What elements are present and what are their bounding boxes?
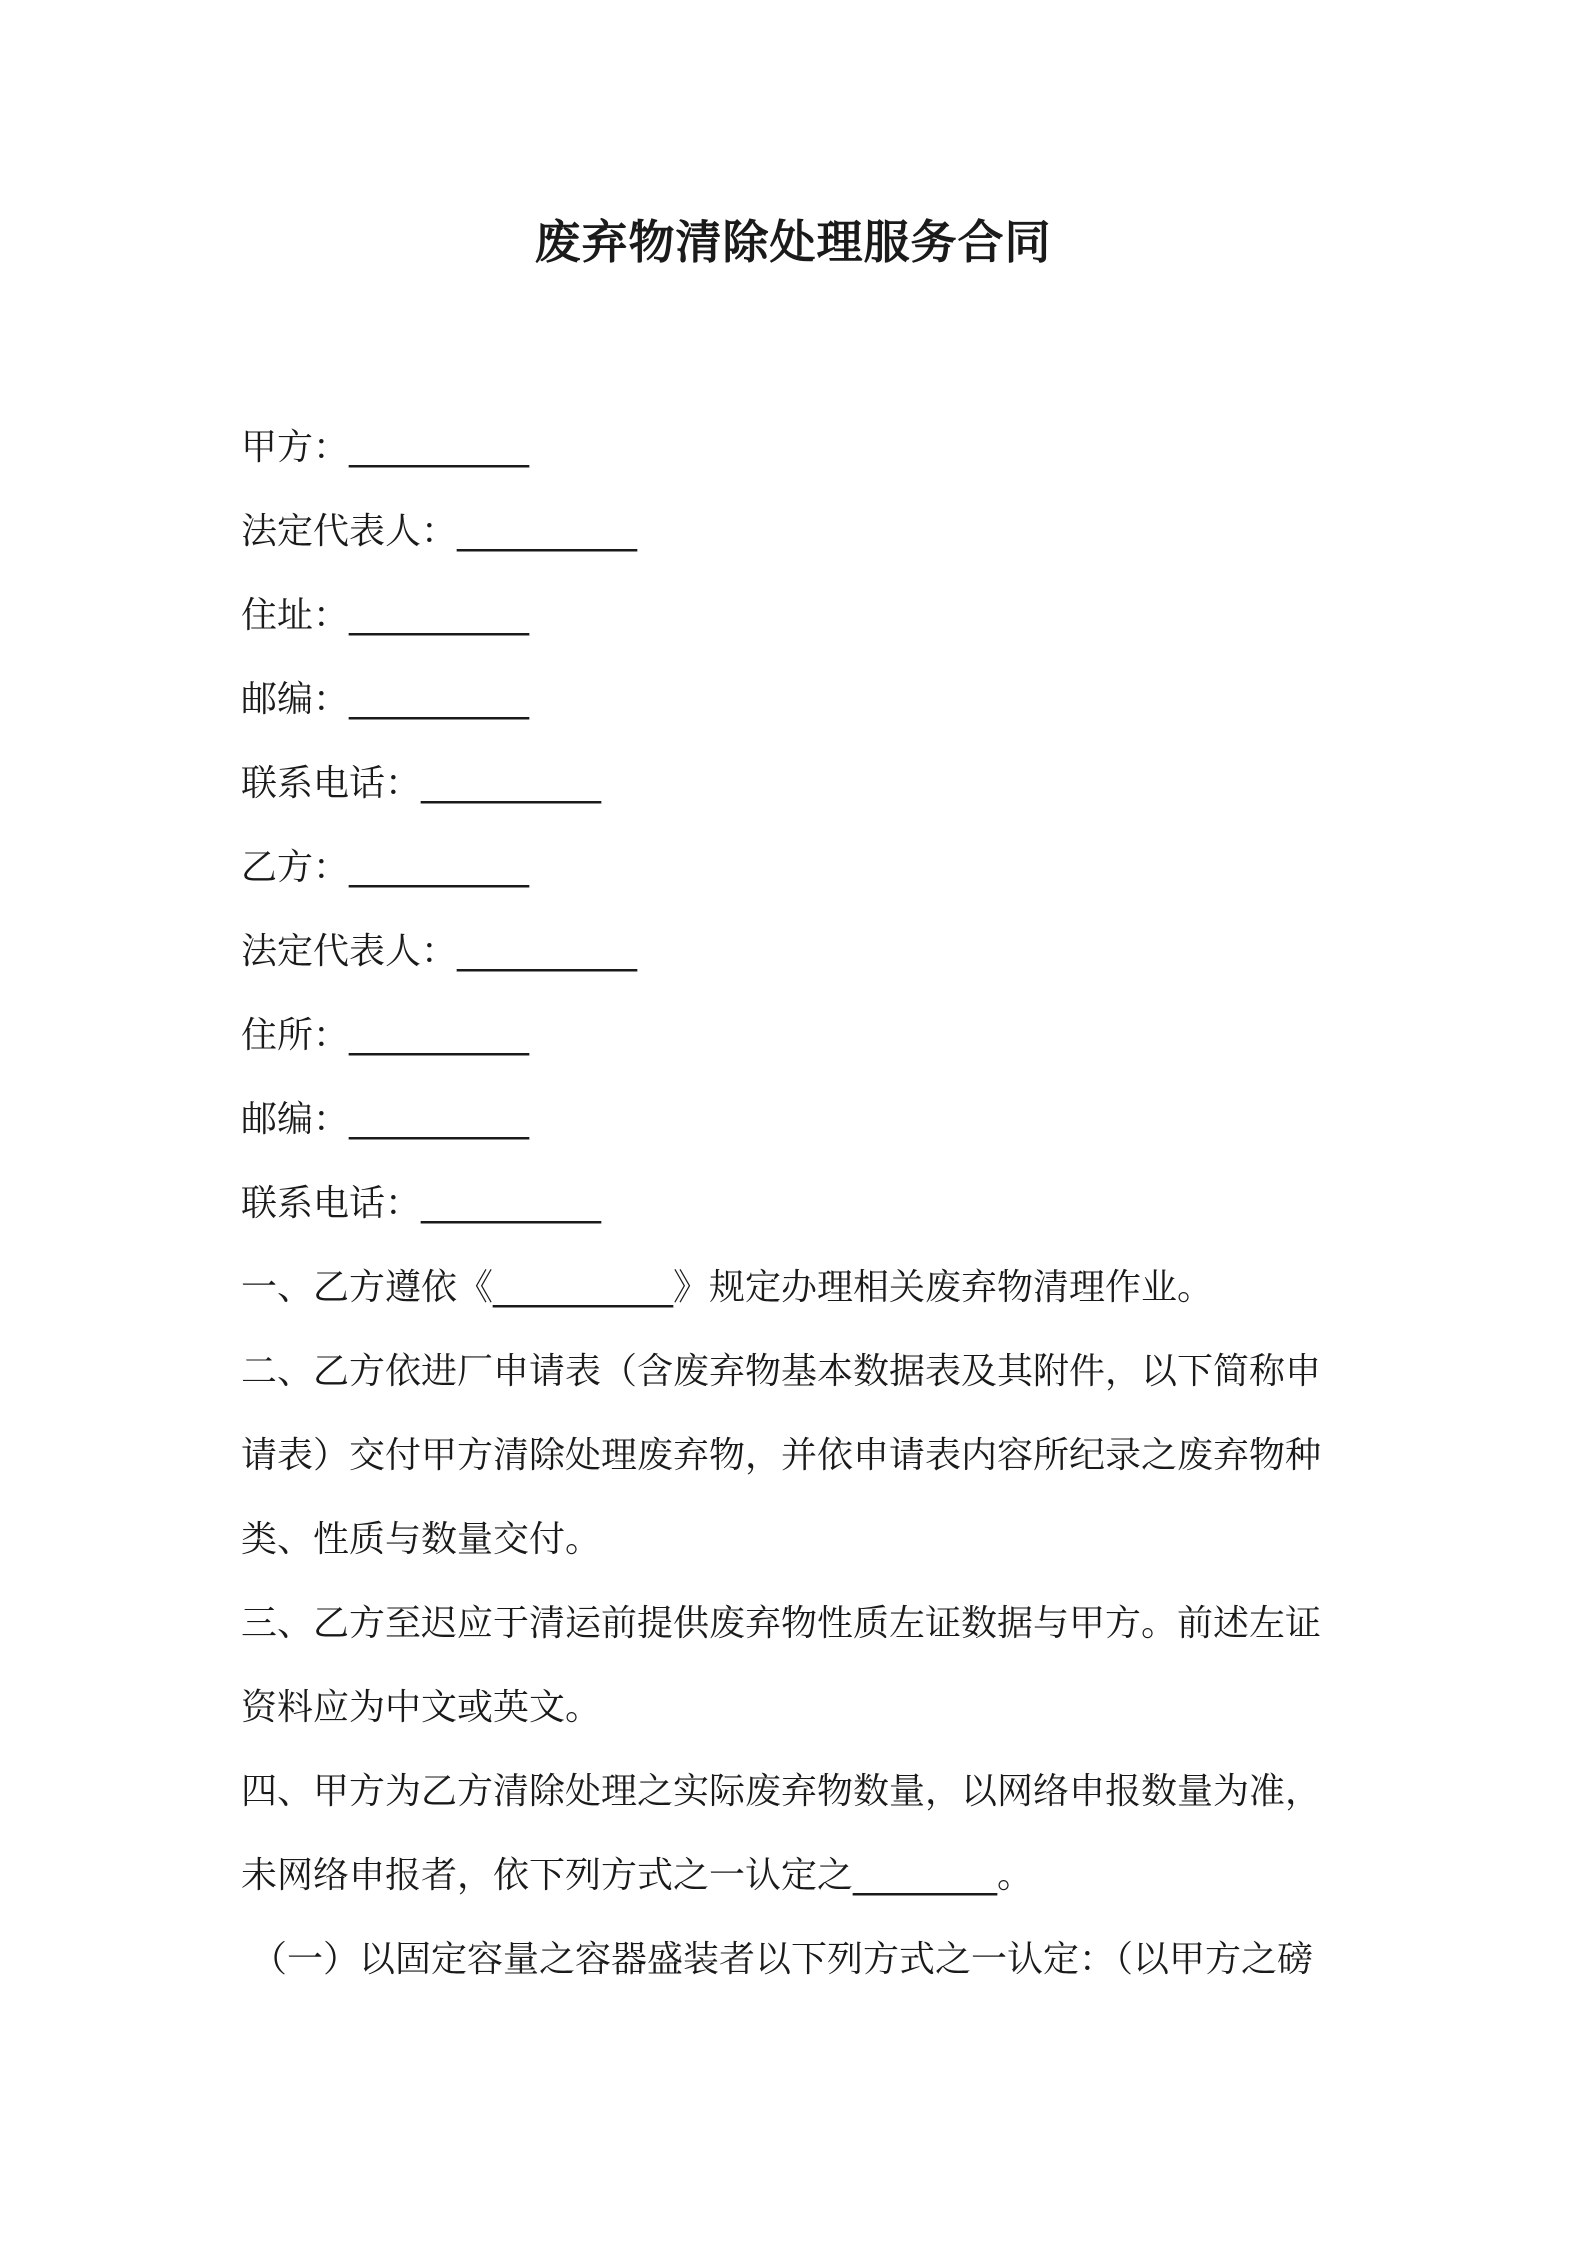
party-b-address-line: 住所：__________ xyxy=(241,1015,530,1056)
clause-2-line: 类、性质与数量交付。 xyxy=(241,1519,602,1560)
party-b-phone-line: 联系电话：__________ xyxy=(241,1183,602,1224)
clause-3-line: 三、乙方至迟应于清运前提供废弃物性质左证数据与甲方。前述左证 xyxy=(241,1603,1322,1644)
document-title: 废弃物清除处理服务合同 xyxy=(534,215,1052,269)
party-b-representative-line: 法定代表人：__________ xyxy=(241,931,638,972)
party-a-postcode-line: 邮编：__________ xyxy=(241,679,530,720)
party-a-representative-line: 法定代表人：__________ xyxy=(241,511,638,552)
clause-2-line: 请表）交付甲方清除处理废弃物，并依申请表内容所纪录之废弃物种 xyxy=(241,1435,1322,1476)
party-a-address-line: 住址：__________ xyxy=(241,595,530,636)
clause-3 xyxy=(241,1582,1356,1750)
party-a-phone-line: 联系电话：__________ xyxy=(241,763,602,804)
sub-clause-1: （一）以固定容量之容器盛装者以下列方式之一认定：（以甲方之磅 xyxy=(251,1939,1314,1980)
clause-2 xyxy=(241,1330,1356,1582)
party-a-name-line: 甲方：__________ xyxy=(241,427,530,468)
party-b-postcode-line: 邮编：__________ xyxy=(241,1099,530,1140)
document-body xyxy=(241,406,1356,2002)
clause-4-line: 未网络申报者，依下列方式之一认定之________。 xyxy=(241,1855,1034,1896)
clause-4-line: 四、甲方为乙方清除处理之实际废弃物数量，以网络申报数量为准， xyxy=(241,1771,1322,1812)
party-b-name-line: 乙方：__________ xyxy=(241,847,530,888)
clause-1: 一、乙方遵依《__________》规定办理相关废弃物清理作业。 xyxy=(241,1267,1214,1308)
clause-4 xyxy=(241,1750,1356,1918)
clause-3-line: 资料应为中文或英文。 xyxy=(241,1687,602,1728)
clause-2-line: 二、乙方依进厂申请表（含废弃物基本数据表及其附件，以下简称申 xyxy=(241,1351,1322,1392)
